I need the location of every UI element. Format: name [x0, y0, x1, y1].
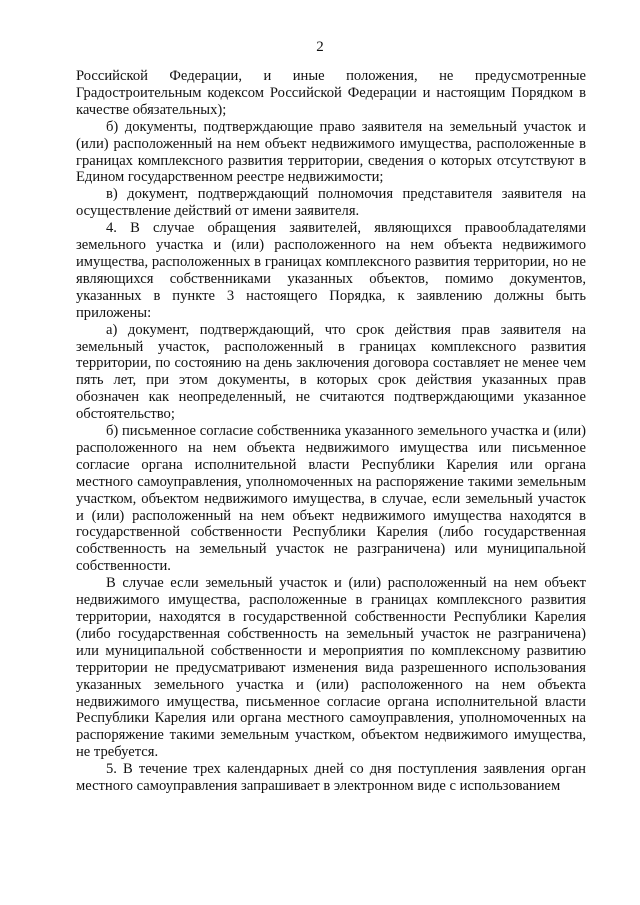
paragraph-clause-5: 5. В течение трех календарных дней со дня поступления заявления орган местного самоуправления запрашивает в электронном виде с использованием — [76, 761, 586, 795]
paragraph-item-a-term-of-rights: а) документ, подтверждающий, что срок действия прав заявителя на земельный участок, расположенный в границах комплексного развития территории, по состоянию на день заключения договора составляет не менее чем пять лет, при этом документы, в которых срок действия указанных прав обозначен как неопределенный, не считаются подтверждающими указанное обстоятельство; — [76, 321, 586, 423]
paragraph-continuation: Российской Федерации, и иные положения, не предусмотренные Градостроительным кодексом Российской Федерации и настоящим Порядком в качестве обязательных); — [76, 68, 586, 118]
page-number: 2 — [316, 39, 324, 55]
paragraph-item-v-power-of-attorney: в) документ, подтверждающий полномочия представителя заявителя на осуществление действий от имени заявителя. — [76, 186, 586, 220]
paragraph-clause-4: 4. В случае обращения заявителей, являющихся правообладателями земельного участка и (или) расположенного на нем объекта недвижимого имущества, расположенных в границах комплексного развития территории, но не являющихся собственниками указанных объектов, помимо документов, указанных в пункте 3 настоящего Порядка, к заявлению должны быть приложены: — [76, 220, 586, 321]
paragraph-consent-not-required: В случае если земельный участок и (или) расположенный на нем объект недвижимого имущества, расположенные в границах комплексного развития территории, находятся в государственной собственности Республики Карелия (либо государственная собственность на земельный участок не разграничена) или муниципальной собственности и мероприятия по комплексному развитию территории не предусматривают изменения вида разрешенного использования указанных земельного участка и (или) расположенного на нем объекта недвижимого имущества, письменное согласие органа исполнительной власти Республики Карелия или органа местного самоуправления, уполномоченных на распоряжение такими земельным участком, объектом недвижимого имущества, не требуется. — [76, 575, 586, 761]
document-body — [76, 68, 586, 795]
paragraph-item-b-documents: б) документы, подтверждающие право заявителя на земельный участок и (или) расположенный на нем объект недвижимого имущества, расположенные в границах комплексного развития территории, сведения о которых отсутствуют в Едином государственном реестре недвижимости; — [76, 118, 586, 186]
paragraph-item-b-written-consent: б) письменное согласие собственника указанного земельного участка и (или) расположенного на нем объекта недвижимого имущества или письменное согласие органа исполнительной власти Республики Карелия или органа местного самоуправления, уполномоченных на распоряжение такими земельным участком, объектом недвижимого имущества, в случае, если земельный участок и (или) расположенный на нем объект недвижимого имущества находятся в государственной собственности Республики Карелия (либо государственная собственность на земельный участок не разграничена) или муниципальной собственности. — [76, 423, 586, 575]
